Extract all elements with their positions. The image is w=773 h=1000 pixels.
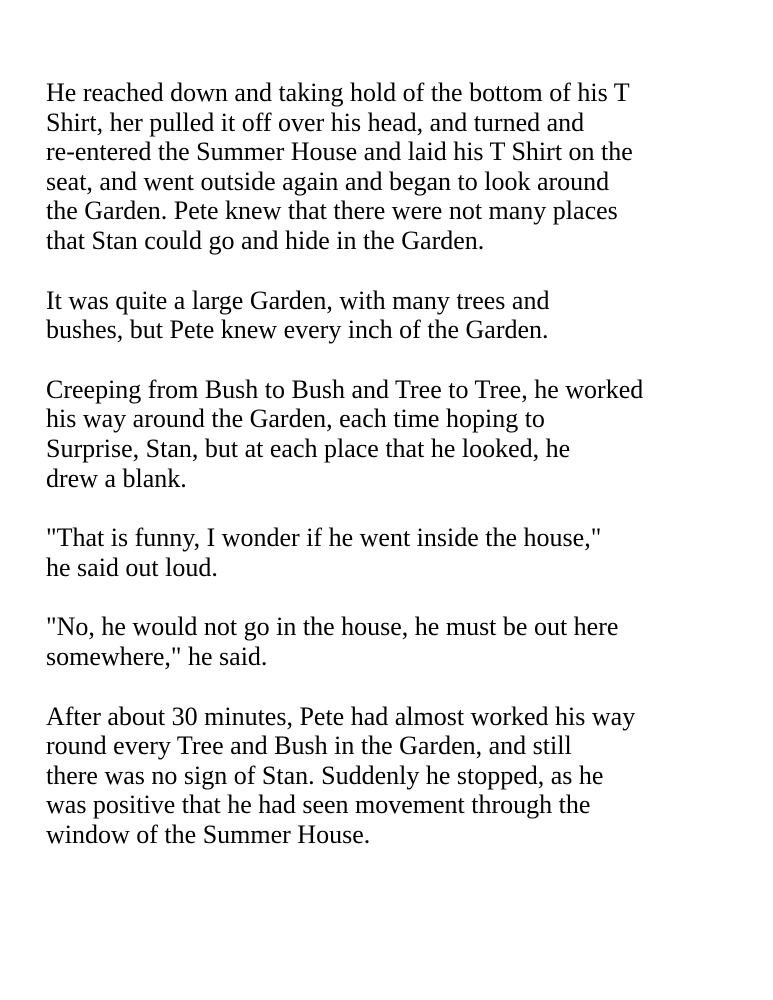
story-text [46,78,746,879]
paragraph-6 [46,702,746,850]
text-line: bushes, but Pete knew every inch of the Garden. [46,315,549,345]
text-line: After about 30 minutes, Pete had almost worked his way [46,701,636,731]
text-line: He reached down and taking hold of the bottom of his T [46,78,630,107]
text-line: re-entered the Summer House and laid his T Shirt on the [46,137,633,167]
text-line: round every Tree and Bush in the Garden, and still [46,731,572,761]
text-line: seat, and went outside again and began to look around [46,166,610,196]
text-line: the Garden. Pete knew that there were not many places [46,196,618,226]
text-line: he said out loud. [46,552,218,582]
text-line: that Stan could go and hide in the Garden. [46,225,485,255]
text-line: Creeping from Bush to Bush and Tree to Tree, he worked [46,374,644,404]
text-line: there was no sign of Stan. Suddenly he stopped, as he [46,760,604,790]
paragraph-2 [46,286,746,345]
paragraph-1 [46,78,746,256]
text-line: somewhere," he said. [46,641,268,671]
text-line: window of the Summer House. [46,819,371,849]
text-line: Surprise, Stan, but at each place that he looked, he [46,433,571,463]
text-line: "That is funny, I wonder if he went inside the house," [46,523,602,553]
paragraph-4 [46,523,746,582]
paragraph-5 [46,612,746,671]
text-line: Shirt, her pulled it off over his head, and turned and [46,107,585,137]
text-line: was positive that he had seen movement through the [46,790,591,820]
text-line: his way around the Garden, each time hoping to [46,404,545,434]
paragraph-3 [46,375,746,493]
text-line: "No, he would not go in the house, he must be out here [46,612,619,642]
text-line: drew a blank. [46,463,187,493]
text-line: It was quite a large Garden, with many trees and [46,285,550,315]
